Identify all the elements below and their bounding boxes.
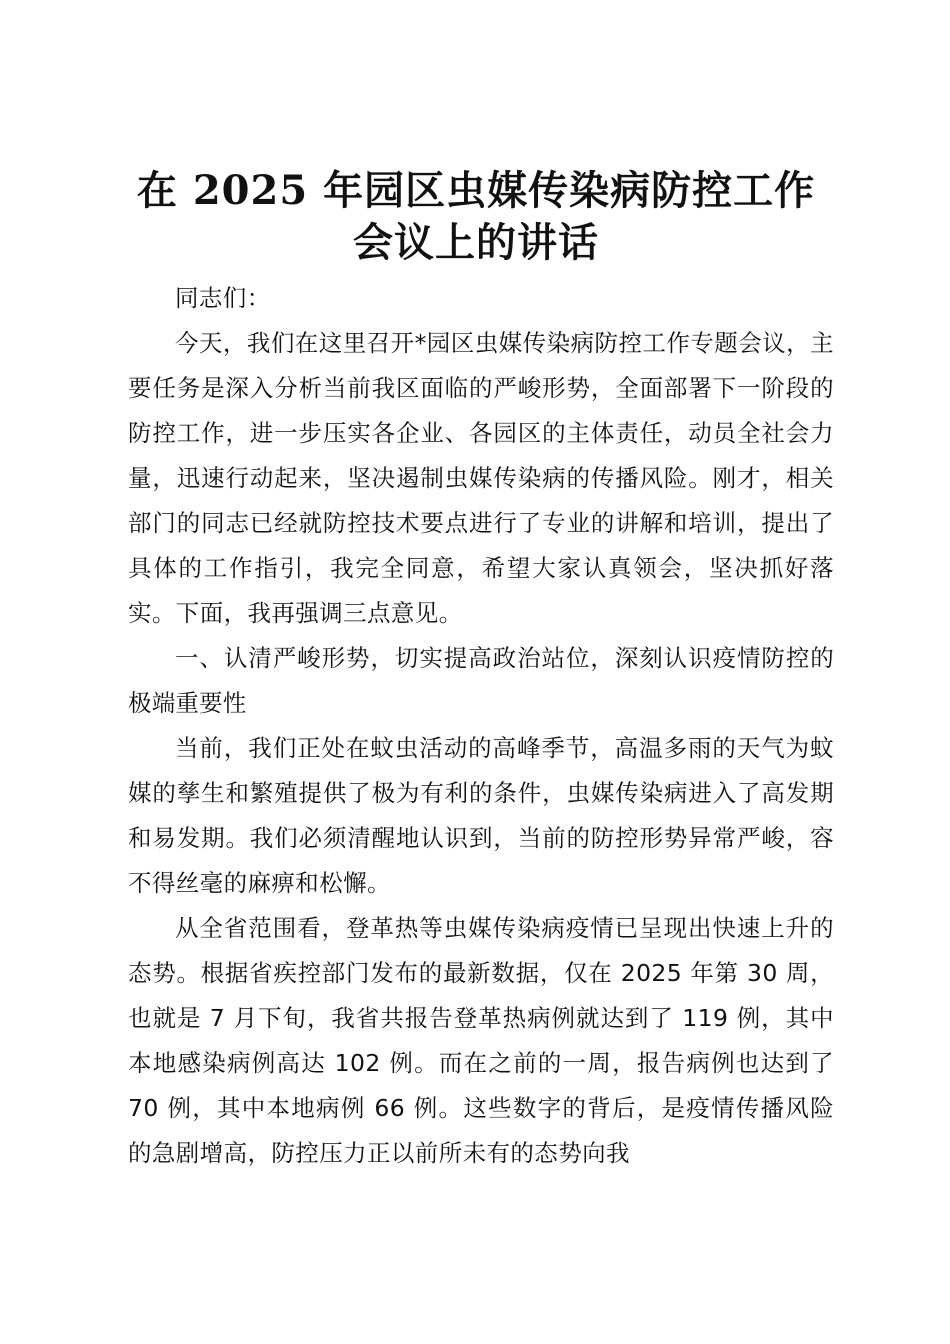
salutation: 同志们： xyxy=(175,284,271,312)
document-body xyxy=(128,276,834,1176)
section-heading-1: 一、认清严峻形势，切实提高政治站位，深刻认识疫情防控的极端重要性 xyxy=(128,644,834,717)
paragraph-provincial-data: 从全省范围看，登革热等虫媒传染病疫情已呈现出快速上升的态势。根据省疾控部门发布的最新数据，仅在 2025 年第 30 周，也就是 7 月下旬，我省共报告登革热病例就达到了 119 例，其中本地感染病例高达 102 例。而在之前的一周，报告病例也达到了 70 例，其中本地病例 66 例。这些数字的背后，是疫情传播风险的急剧增高，防控压力正以前所未有的态势向我 xyxy=(128,914,834,1167)
document-title: 在 2025 年园区虫媒传染病防控工作会议上的讲话 xyxy=(136,167,816,266)
paragraph-intro: 今天，我们在这里召开*园区虫媒传染病防控工作专题会议，主要任务是深入分析当前我区面临的严峻形势，全面部署下一阶段的防控工作，进一步压实各企业、各园区的主体责任，动员全社会力量，迅速行动起来，坚决遏制虫媒传染病的传播风险。刚才，相关部门的同志已经就防控技术要点进行了专业的讲解和培训，提出了具体的工作指引，我完全同意，希望大家认真领会，坚决抓好落实。下面，我再强调三点意见。 xyxy=(128,329,834,627)
paragraph-current-situation: 当前，我们正处在蚊虫活动的高峰季节，高温多雨的天气为蚊媒的孳生和繁殖提供了极为有利的条件，虫媒传染病进入了高发期和易发期。我们必须清醒地认识到，当前的防控形势异常严峻，容不得丝毫的麻痹和松懈。 xyxy=(128,734,834,897)
